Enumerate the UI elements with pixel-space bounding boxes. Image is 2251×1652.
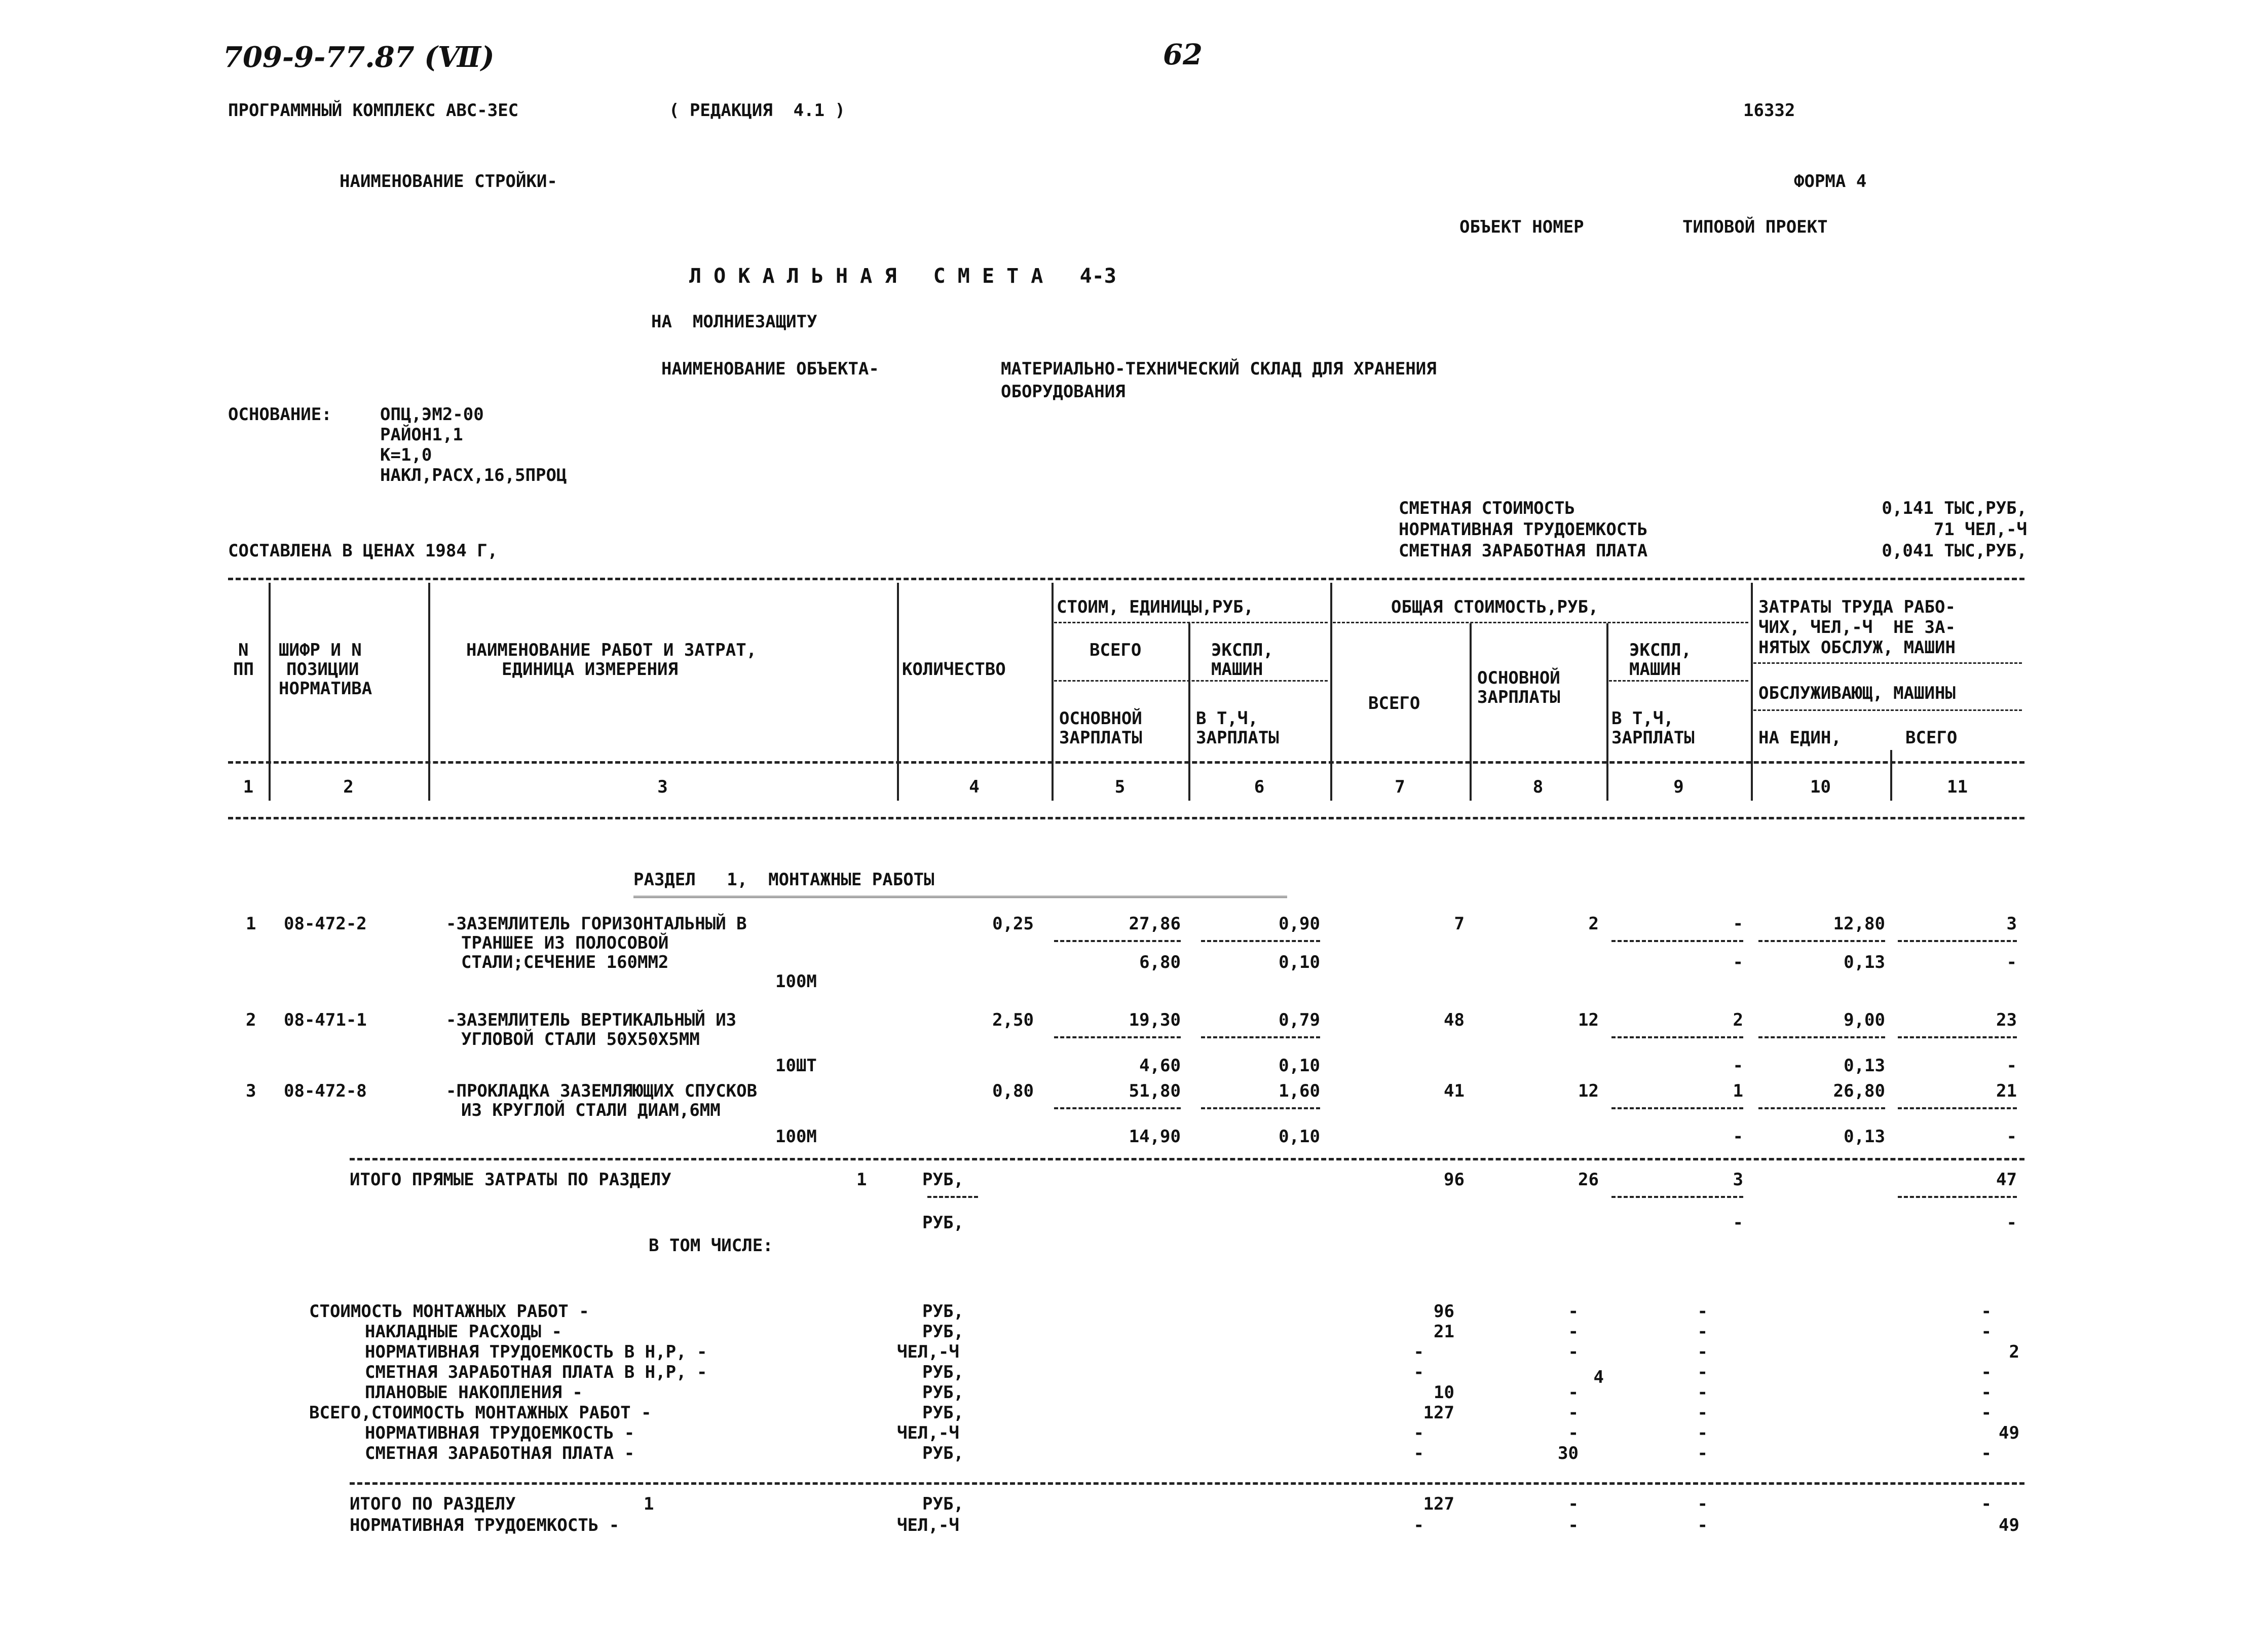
row-c7: 48 [1444, 1010, 1465, 1030]
detail-c11: 49 [1999, 1423, 2019, 1443]
header-bottom-rule [228, 761, 2024, 764]
row-c8: 12 [1578, 1081, 1599, 1101]
hdr-c8: ОСНОВНОЙ [1477, 668, 1560, 688]
hdr-c2: НОРМАТИВА [279, 679, 372, 699]
row-name: -ЗАЗЕМЛИТЕЛЬ ВЕРТИКАЛЬНЫЙ ИЗ [446, 1010, 737, 1030]
row-c10: 26,80 [1833, 1081, 1885, 1101]
col-number: 7 [1395, 777, 1405, 797]
row-c8: 2 [1588, 914, 1599, 934]
section-total-rule [350, 1482, 2024, 1485]
hdr-c5: ЗАРПЛАТЫ [1059, 728, 1142, 748]
col-sep [1188, 623, 1190, 801]
col-sep [428, 583, 430, 801]
hdr-c5: ВСЕГО [1090, 640, 1142, 660]
col-number: 4 [969, 777, 980, 797]
detail-unit: ЧЕЛ,-Ч [897, 1342, 959, 1362]
row-rule [1054, 1036, 1181, 1038]
row-c6: 0,79 [1279, 1010, 1320, 1030]
row-c6b: 0,10 [1279, 1056, 1320, 1076]
row-c7: 7 [1454, 914, 1465, 934]
row-code: 08-471-1 [284, 1010, 367, 1030]
section-total-c8: - [1568, 1494, 1579, 1514]
row-rule [1611, 1036, 1743, 1038]
summary-label-cost: СМЕТНАЯ СТОИМОСТЬ [1399, 498, 1575, 518]
detail-c8: - [1568, 1301, 1579, 1322]
detail-c11: 2 [2009, 1342, 2019, 1362]
total-direct-c8: 26 [1578, 1170, 1599, 1190]
total-direct-section: 1 [856, 1170, 867, 1190]
detail-c8: 4 [1593, 1367, 1604, 1387]
row-c11b: - [2006, 1127, 2017, 1147]
hdr-c9: МАШИН [1629, 659, 1681, 680]
row-rule [1611, 1107, 1743, 1109]
hdr-c1011: ЧИХ, ЧЕЛ,-Ч НЕ ЗА- [1758, 617, 1956, 637]
row-code: 08-472-2 [284, 914, 367, 934]
row-name: ИЗ КРУГЛОЙ СТАЛИ ДИАМ,6ММ [461, 1100, 721, 1120]
row-c10b: 0,13 [1844, 1127, 1885, 1147]
detail-c7: - [1413, 1342, 1424, 1362]
detail-c8: - [1568, 1382, 1579, 1403]
summary-label-wages: СМЕТНАЯ ЗАРАБОТНАЯ ПЛАТА [1399, 541, 1648, 561]
detail-c8: - [1568, 1322, 1579, 1342]
hdr-c9: ЭКСПЛ, [1629, 640, 1692, 660]
detail-c7: 96 [1434, 1301, 1454, 1322]
row-rule [1054, 940, 1181, 942]
row-number: 3 [246, 1081, 256, 1101]
header-rule [1333, 622, 1748, 623]
hdr-c56: СТОИМ, ЕДИНИЦЫ,РУБ, [1057, 597, 1254, 617]
hdr-c4: КОЛИЧЕСТВО [902, 659, 1006, 680]
row-c11b: - [2006, 952, 2017, 972]
row-qty: 0,80 [992, 1081, 1034, 1101]
form-number: ФОРМА 4 [1794, 171, 1867, 192]
row-rule [1054, 1107, 1181, 1109]
detail-c7: - [1413, 1362, 1424, 1382]
hdr-c3: НАИМЕНОВАНИЕ РАБОТ И ЗАТРАТ, [466, 640, 757, 660]
basis-line-3: К=1,0 [380, 445, 432, 465]
hdr-c11: ВСЕГО [1905, 728, 1958, 748]
col-number: 2 [343, 777, 354, 797]
estimate-subject: НА МОЛНИЕЗАЩИТУ [651, 312, 817, 332]
detail-c8: 30 [1558, 1443, 1579, 1463]
detail-label: СМЕТНАЯ ЗАРАБОТНАЯ ПЛАТА В Н,Р, - [365, 1362, 707, 1382]
edition: ( РЕДАКЦИЯ 4.1 ) [669, 100, 845, 121]
col-number: 10 [1810, 777, 1831, 797]
row-rule [1201, 1036, 1320, 1038]
line-name-label: НАИМЕНОВАНИЕ СТРОЙКИ- [340, 171, 557, 192]
section-total-c9: - [1697, 1515, 1708, 1535]
section-total-c9: - [1697, 1494, 1708, 1514]
total-direct-c11: 47 [1996, 1170, 2017, 1190]
summary-label-labor: НОРМАТИВНАЯ ТРУДОЕМКОСТЬ [1399, 519, 1648, 540]
row-rule [1898, 1196, 2017, 1198]
row-name: -ПРОКЛАДКА ЗАЗЕМЛЯЮЩИХ СПУСКОВ [446, 1081, 758, 1101]
row-unit: 10ШТ [775, 1056, 817, 1076]
col-sep [1470, 623, 1472, 801]
program-name: ПРОГРАММНЫЙ КОМПЛЕКС АВС-3ЕС [228, 100, 519, 121]
header-rule [1054, 680, 1328, 682]
row-c5b: 14,90 [1129, 1127, 1181, 1147]
table-top-rule [228, 578, 2024, 580]
detail-c7: 127 [1423, 1403, 1454, 1423]
section-total-c8: - [1568, 1515, 1579, 1535]
section-total-c11: - [1981, 1494, 1992, 1514]
row-c5: 27,86 [1129, 914, 1181, 934]
detail-c9: - [1697, 1322, 1708, 1342]
row-rule [1758, 1036, 1885, 1038]
row-qty: 2,50 [992, 1010, 1034, 1030]
row-c5b: 6,80 [1139, 952, 1181, 972]
detail-unit: РУБ, [922, 1322, 964, 1342]
detail-c9: - [1697, 1342, 1708, 1362]
total-direct-c11b: - [2006, 1213, 2017, 1233]
row-name: СТАЛИ;СЕЧЕНИЕ 160ММ2 [461, 952, 669, 972]
detail-unit: РУБ, [922, 1403, 964, 1423]
header-rule [1753, 709, 2022, 711]
detail-unit: РУБ, [922, 1362, 964, 1382]
detail-unit: РУБ, [922, 1443, 964, 1463]
col-sep [1330, 583, 1332, 801]
col-number: 9 [1673, 777, 1684, 797]
row-c7: 41 [1444, 1081, 1465, 1101]
row-rule [1611, 1196, 1743, 1198]
col-sep [1751, 583, 1753, 801]
detail-c7: 10 [1434, 1382, 1454, 1403]
detail-unit: РУБ, [922, 1382, 964, 1403]
hdr-c7: ВСЕГО [1368, 693, 1420, 714]
object-name-line-2: ОБОРУДОВАНИЯ [1001, 382, 1126, 402]
basis-line-2: РАЙОН1,1 [380, 425, 463, 445]
row-c11: 3 [2006, 914, 2017, 934]
total-direct-c7: 96 [1444, 1170, 1465, 1190]
hdr-c8: ЗАРПЛАТЫ [1477, 687, 1560, 707]
row-number: 1 [246, 914, 256, 934]
basis-label: ОСНОВАНИЕ: [228, 404, 332, 425]
detail-c11: - [1981, 1301, 1992, 1322]
detail-c11: - [1981, 1443, 1992, 1463]
row-c9: - [1733, 914, 1743, 934]
section-underline [633, 896, 1287, 898]
row-rule [1201, 1107, 1320, 1109]
detail-c7: 21 [1434, 1322, 1454, 1342]
detail-c9: - [1697, 1443, 1708, 1463]
hdr-c1: N [238, 640, 249, 660]
total-direct-unit: РУБ, [922, 1170, 964, 1190]
document-code: 16332 [1743, 100, 1795, 121]
row-c6: 1,60 [1279, 1081, 1320, 1101]
row-number: 2 [246, 1010, 256, 1030]
estimate-title: Л О К А Л Ь Н А Я С М Е Т А 4-3 [689, 265, 1116, 288]
row-code: 08-472-8 [284, 1081, 367, 1101]
row-name: ТРАНШЕЕ ИЗ ПОЛОСОВОЙ [461, 933, 669, 953]
row-c10b: 0,13 [1844, 952, 1885, 972]
hdr-c9: В Т,Ч, [1611, 708, 1674, 729]
object-name-line-1: МАТЕРИАЛЬНО-ТЕХНИЧЕСКИЙ СКЛАД ДЛЯ ХРАНЕНИЯ [1001, 359, 1437, 379]
unit-rule [927, 1196, 978, 1198]
section-title: РАЗДЕЛ 1, МОНТАЖНЫЕ РАБОТЫ [633, 870, 934, 890]
section-total-label: НОРМАТИВНАЯ ТРУДОЕМКОСТЬ - [350, 1515, 620, 1535]
row-name: -ЗАЗЕМЛИТЕЛЬ ГОРИЗОНТАЛЬНЫЙ В [446, 914, 747, 934]
section-total-c7: - [1413, 1515, 1424, 1535]
detail-c11: - [1981, 1382, 1992, 1403]
row-c11: 23 [1996, 1010, 2017, 1030]
page-number: 62 [1163, 38, 1203, 71]
hdr-c5: ОСНОВНОЙ [1059, 708, 1142, 729]
object-number: ТИПОВОЙ ПРОЕКТ [1682, 217, 1828, 237]
row-c5: 51,80 [1129, 1081, 1181, 1101]
row-c11b: - [2006, 1056, 2017, 1076]
detail-c9: - [1697, 1382, 1708, 1403]
hdr-c1011: ОБСЛУЖИВАЮЩ, МАШИНЫ [1758, 683, 1956, 703]
detail-unit: ЧЕЛ,-Ч [897, 1423, 959, 1443]
detail-c11: - [1981, 1362, 1992, 1382]
col-number: 8 [1532, 777, 1544, 797]
row-c10: 12,80 [1833, 914, 1885, 934]
row-unit: 100М [775, 971, 817, 992]
hdr-c79: ОБЩАЯ СТОИМОСТЬ,РУБ, [1391, 597, 1599, 617]
detail-c11: - [1981, 1403, 1992, 1423]
row-c9b: - [1733, 1127, 1743, 1147]
summary-value-labor: 71 ЧЕЛ,-Ч [1933, 519, 2027, 540]
col-number: 3 [657, 777, 668, 797]
col-sep [897, 583, 899, 801]
col-sep [1606, 623, 1608, 801]
row-c8: 12 [1578, 1010, 1599, 1030]
detail-c9: - [1697, 1362, 1708, 1382]
hdr-c3: ЕДИНИЦА ИЗМЕРЕНИЯ [502, 659, 678, 680]
row-name: УГЛОВОЙ СТАЛИ 50Х50Х5ММ [461, 1029, 700, 1049]
row-c10b: 0,13 [1844, 1056, 1885, 1076]
basis-line-4: НАКЛ,РАСХ,16,5ПРОЦ [380, 465, 567, 485]
row-c11: 21 [1996, 1081, 2017, 1101]
hdr-c9: ЗАРПЛАТЫ [1611, 728, 1695, 748]
row-c9b: - [1733, 952, 1743, 972]
header-rule [1753, 662, 2022, 664]
row-rule [1898, 1107, 2017, 1109]
row-c9: 2 [1733, 1010, 1743, 1030]
detail-c9: - [1697, 1423, 1708, 1443]
row-c9b: - [1733, 1056, 1743, 1076]
hdr-c1011: ЗАТРАТЫ ТРУДА РАБО- [1758, 597, 1956, 617]
detail-label: СМЕТНАЯ ЗАРАБОТНАЯ ПЛАТА - [365, 1443, 635, 1463]
detail-label: НАКЛАДНЫЕ РАСХОДЫ - [365, 1322, 562, 1342]
section-total-c11: 49 [1999, 1515, 2019, 1535]
row-rule [1758, 1107, 1885, 1109]
detail-c9: - [1697, 1301, 1708, 1322]
detail-c11: - [1981, 1322, 1992, 1342]
row-rule [1898, 1036, 2017, 1038]
total-rule [350, 1158, 2024, 1160]
row-c9: 1 [1733, 1081, 1743, 1101]
row-rule [1758, 940, 1885, 942]
detail-c8: - [1568, 1342, 1579, 1362]
section-total-label: ИТОГО ПО РАЗДЕЛУ [350, 1494, 516, 1514]
section-total-unit: РУБ, [922, 1494, 964, 1514]
hdr-c2: ПОЗИЦИИ [286, 659, 359, 680]
row-c5b: 4,60 [1139, 1056, 1181, 1076]
hdr-c6: МАШИН [1211, 659, 1263, 680]
col-sep [1052, 583, 1054, 801]
hdr-c10: НА ЕДИН, [1758, 728, 1842, 748]
row-qty: 0,25 [992, 914, 1034, 934]
header-rule [1609, 680, 1748, 682]
detail-label: НОРМАТИВНАЯ ТРУДОЕМКОСТЬ В Н,Р, - [365, 1342, 707, 1362]
row-rule [1201, 940, 1320, 942]
object-name-label: НАИМЕНОВАНИЕ ОБЪЕКТА- [661, 359, 879, 379]
summary-value-wages: 0,041 ТЫС,РУБ, [1882, 541, 2027, 561]
hdr-c1011: НЯТЫХ ОБСЛУЖ, МАШИН [1758, 637, 1956, 658]
row-rule [1611, 940, 1743, 942]
col-sep [269, 583, 271, 801]
detail-c9: - [1697, 1403, 1708, 1423]
row-c6: 0,90 [1279, 914, 1320, 934]
hdr-c6: ЭКСПЛ, [1211, 640, 1273, 660]
col-number: 5 [1114, 777, 1126, 797]
hdr-c2: ШИФР И N [279, 640, 362, 660]
numbers-bottom-rule [228, 817, 2024, 819]
detail-label: ПЛАНОВЫЕ НАКОПЛЕНИЯ - [365, 1382, 583, 1403]
row-unit: 100М [775, 1127, 817, 1147]
section-total-section: 1 [644, 1494, 654, 1514]
row-c6b: 0,10 [1279, 952, 1320, 972]
hdr-c6: ЗАРПЛАТЫ [1196, 728, 1279, 748]
detail-c7: - [1413, 1443, 1424, 1463]
section-total-c7: 127 [1423, 1494, 1454, 1514]
detail-c8: - [1568, 1403, 1579, 1423]
col-number: 1 [243, 777, 254, 797]
basis-line-1: ОПЦ,ЭМ2-00 [380, 404, 484, 425]
total-direct-c9b: - [1733, 1213, 1743, 1233]
detail-unit: РУБ, [922, 1301, 964, 1322]
detail-c7: - [1413, 1423, 1424, 1443]
including-label: В ТОМ ЧИСЛЕ: [649, 1235, 773, 1256]
composed-prices: СОСТАВЛЕНА В ЦЕНАХ 1984 Г, [228, 541, 498, 561]
hdr-c1: ПП [233, 659, 254, 680]
summary-value-cost: 0,141 ТЫС,РУБ, [1882, 498, 2027, 518]
row-c10: 9,00 [1844, 1010, 1885, 1030]
detail-label: НОРМАТИВНАЯ ТРУДОЕМКОСТЬ - [365, 1423, 635, 1443]
total-direct-label: ИТОГО ПРЯМЫЕ ЗАТРАТЫ ПО РАЗДЕЛУ [350, 1170, 671, 1190]
document-id: 709-9-77.87 (Ⅶ) [223, 41, 495, 74]
header-rule [1054, 622, 1328, 623]
section-total-unit: ЧЕЛ,-Ч [897, 1515, 959, 1535]
detail-label: СТОИМОСТЬ МОНТАЖНЫХ РАБОТ - [309, 1301, 589, 1322]
object-number-label: ОБЪЕКТ НОМЕР [1459, 217, 1584, 237]
col-number: 11 [1947, 777, 1968, 797]
total-direct-unit-2: РУБ, [922, 1213, 964, 1233]
col-number: 6 [1254, 777, 1265, 797]
total-direct-c9: 3 [1733, 1170, 1743, 1190]
row-rule [1898, 940, 2017, 942]
row-c6b: 0,10 [1279, 1127, 1320, 1147]
row-c5: 19,30 [1129, 1010, 1181, 1030]
detail-c8: - [1568, 1423, 1579, 1443]
hdr-c6: В Т,Ч, [1196, 708, 1258, 729]
detail-label: ВСЕГО,СТОИМОСТЬ МОНТАЖНЫХ РАБОТ - [309, 1403, 652, 1423]
